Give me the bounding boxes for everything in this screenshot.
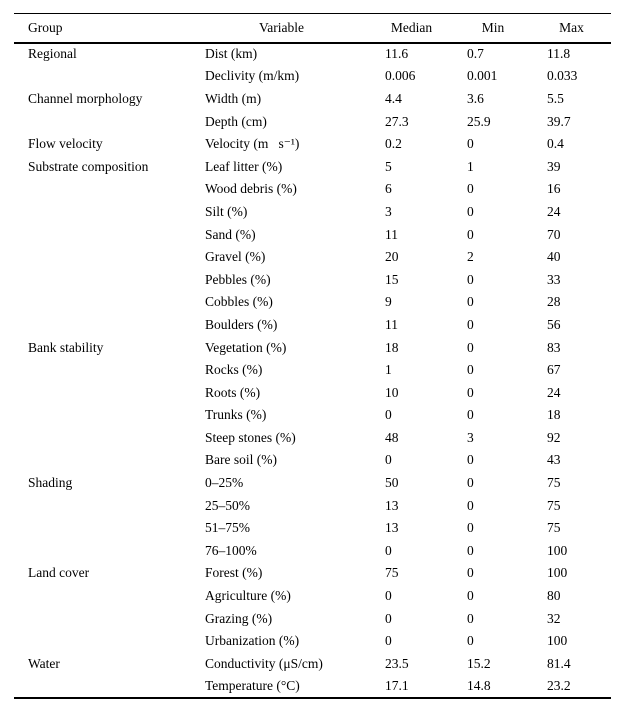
cell-max: 83	[547, 339, 561, 355]
cell-median: 11	[385, 316, 398, 332]
cell-max: 92	[547, 429, 561, 445]
column-header-median: Median	[369, 14, 454, 43]
cell-min: 0	[467, 475, 474, 491]
table-row	[14, 291, 611, 314]
cell-max: 75	[547, 520, 561, 536]
table-row	[14, 540, 611, 563]
cell-variable: Pebbles (%)	[205, 271, 271, 287]
cell-min: 3.6	[467, 90, 484, 106]
cell-max: 100	[547, 633, 568, 649]
cell-max: 40	[547, 249, 561, 265]
column-header-group: Group	[14, 14, 194, 43]
table-row	[14, 155, 611, 178]
cell-min: 3	[467, 429, 474, 445]
cell-variable: 51–75%	[205, 520, 250, 536]
cell-median: 75	[385, 565, 399, 581]
cell-variable: Wood debris (%)	[205, 181, 297, 197]
cell-median: 17.1	[385, 677, 409, 693]
cell-median: 11	[385, 226, 398, 242]
cell-variable: Dist (km)	[205, 46, 258, 62]
cell-group	[14, 291, 194, 314]
cell-max: 18	[547, 407, 561, 423]
table-row	[14, 449, 611, 472]
cell-group: Bank stability	[28, 339, 104, 355]
cell-median: 20	[385, 249, 399, 265]
cell-variable: 0–25%	[205, 475, 244, 491]
cell-min: 0	[467, 520, 474, 536]
table-row	[14, 314, 611, 337]
cell-variable: Leaf litter (%)	[205, 158, 283, 174]
cell-median: 18	[385, 339, 399, 355]
cell-variable: Boulders (%)	[205, 316, 278, 332]
table-row	[14, 268, 611, 291]
cell-max: 43	[547, 452, 561, 468]
cell-group	[14, 427, 194, 450]
table-body	[14, 43, 611, 698]
table-row	[14, 201, 611, 224]
cell-min: 0	[467, 452, 474, 468]
cell-variable: Steep stones (%)	[205, 429, 296, 445]
column-header-max: Max	[532, 14, 611, 43]
cell-min: 0	[467, 384, 474, 400]
cell-min: 0	[467, 203, 474, 219]
cell-variable: 76–100%	[205, 542, 257, 558]
table-row	[14, 133, 611, 156]
cell-min: 0	[467, 633, 474, 649]
cell-max: 81.4	[547, 655, 571, 671]
cell-min: 15.2	[467, 655, 491, 671]
cell-max: 75	[547, 475, 561, 491]
cell-group	[14, 201, 194, 224]
cell-variable: Vegetation (%)	[205, 339, 287, 355]
table-row	[14, 427, 611, 450]
header-row	[14, 14, 611, 43]
cell-min: 0	[467, 588, 474, 604]
cell-variable: Depth (cm)	[205, 113, 267, 129]
cell-max: 39	[547, 158, 561, 174]
cell-variable: Cobbles (%)	[205, 294, 273, 310]
cell-group	[14, 246, 194, 269]
cell-max: 11.8	[547, 46, 571, 62]
cell-variable: Agriculture (%)	[205, 588, 291, 604]
cell-group	[14, 178, 194, 201]
cell-group	[14, 381, 194, 404]
cell-group: Flow velocity	[28, 136, 103, 152]
cell-variable: 25–50%	[205, 497, 250, 513]
table-row	[14, 585, 611, 608]
cell-group	[14, 585, 194, 608]
cell-median: 0	[385, 588, 392, 604]
cell-max: 56	[547, 316, 561, 332]
cell-median: 50	[385, 475, 399, 491]
cell-group	[14, 223, 194, 246]
cell-median: 13	[385, 520, 399, 536]
cell-median: 0	[385, 542, 392, 558]
cell-median: 0	[385, 633, 392, 649]
table-row	[14, 653, 611, 676]
cell-min: 0	[467, 181, 474, 197]
cell-median: 0	[385, 452, 392, 468]
cell-group	[14, 494, 194, 517]
cell-max: 33	[547, 271, 561, 287]
cell-group: Substrate composition	[28, 158, 149, 174]
cell-group	[14, 110, 194, 133]
cell-max: 5.5	[547, 90, 564, 106]
cell-group	[14, 359, 194, 382]
cell-median: 9	[385, 294, 392, 310]
cell-median: 0	[385, 407, 392, 423]
cell-group: Channel morphology	[28, 90, 143, 106]
cell-max: 100	[547, 565, 568, 581]
table-header	[14, 14, 611, 43]
table-row	[14, 404, 611, 427]
cell-median: 10	[385, 384, 399, 400]
cell-max: 75	[547, 497, 561, 513]
table-row	[14, 110, 611, 133]
cell-variable: Trunks (%)	[205, 407, 267, 423]
table-row	[14, 178, 611, 201]
cell-variable: Temperature (°C)	[205, 677, 300, 693]
cell-group	[14, 675, 194, 698]
cell-variable: Conductivity (μS/cm)	[205, 655, 323, 671]
table-row	[14, 381, 611, 404]
table-row	[14, 630, 611, 653]
cell-group	[14, 540, 194, 563]
cell-max: 80	[547, 588, 561, 604]
cell-variable: Bare soil (%)	[205, 452, 277, 468]
cell-variable: Sand (%)	[205, 226, 256, 242]
cell-group: Water	[28, 655, 60, 671]
cell-median: 0.006	[385, 68, 416, 84]
cell-group	[14, 630, 194, 653]
cell-max: 16	[547, 181, 561, 197]
cell-median: 27.3	[385, 113, 409, 129]
cell-max: 32	[547, 610, 561, 626]
cell-group	[14, 314, 194, 337]
cell-min: 0	[467, 271, 474, 287]
cell-median: 15	[385, 271, 399, 287]
column-header-min: Min	[454, 14, 532, 43]
cell-max: 28	[547, 294, 561, 310]
cell-median: 0.2	[385, 136, 402, 152]
cell-max: 23.2	[547, 677, 571, 693]
cell-min: 0	[467, 542, 474, 558]
cell-variable: Width (m)	[205, 90, 262, 106]
cell-median: 13	[385, 497, 399, 513]
cell-max: 70	[547, 226, 561, 242]
cell-max: 39.7	[547, 113, 571, 129]
cell-group: Land cover	[28, 565, 90, 581]
cell-group	[14, 517, 194, 540]
cell-min: 0	[467, 565, 474, 581]
summary-statistics-table	[14, 13, 611, 699]
cell-variable: Velocity (m s⁻¹)	[205, 136, 300, 152]
cell-min: 0	[467, 294, 474, 310]
cell-max: 0.033	[547, 68, 578, 84]
cell-max: 24	[547, 203, 561, 219]
cell-min: 0	[467, 497, 474, 513]
cell-group: Shading	[28, 475, 73, 491]
cell-min: 25.9	[467, 113, 491, 129]
cell-min: 0	[467, 362, 474, 378]
cell-min: 1	[467, 158, 474, 174]
table-row	[14, 494, 611, 517]
cell-variable: Roots (%)	[205, 384, 261, 400]
table-row	[14, 472, 611, 495]
cell-median: 0	[385, 610, 392, 626]
cell-median: 1	[385, 362, 392, 378]
cell-variable: Forest (%)	[205, 565, 263, 581]
cell-min: 0.7	[467, 46, 484, 62]
cell-variable: Silt (%)	[205, 203, 248, 219]
cell-variable: Gravel (%)	[205, 249, 266, 265]
cell-variable: Declivity (m/km)	[205, 68, 300, 84]
cell-min: 14.8	[467, 677, 491, 693]
table-row	[14, 336, 611, 359]
table-row	[14, 562, 611, 585]
cell-min: 0	[467, 339, 474, 355]
cell-group	[14, 449, 194, 472]
table-row	[14, 675, 611, 698]
cell-min: 0	[467, 407, 474, 423]
cell-min: 0.001	[467, 68, 498, 84]
cell-max: 24	[547, 384, 561, 400]
cell-min: 0	[467, 316, 474, 332]
cell-group	[14, 268, 194, 291]
cell-max: 0.4	[547, 136, 564, 152]
cell-group	[14, 607, 194, 630]
cell-median: 4.4	[385, 90, 402, 106]
cell-min: 0	[467, 136, 474, 152]
cell-median: 48	[385, 429, 399, 445]
cell-median: 11.6	[385, 46, 409, 62]
cell-variable: Urbanization (%)	[205, 633, 300, 649]
table-row	[14, 88, 611, 111]
cell-max: 67	[547, 362, 561, 378]
cell-median: 6	[385, 181, 392, 197]
table-row	[14, 43, 611, 66]
table-row	[14, 517, 611, 540]
cell-max: 100	[547, 542, 568, 558]
table-row	[14, 223, 611, 246]
cell-variable: Rocks (%)	[205, 362, 263, 378]
table-row	[14, 65, 611, 88]
cell-group	[14, 404, 194, 427]
cell-group	[14, 65, 194, 88]
cell-min: 2	[467, 249, 474, 265]
table-row	[14, 359, 611, 382]
cell-median: 5	[385, 158, 392, 174]
cell-median: 3	[385, 203, 392, 219]
cell-variable: Grazing (%)	[205, 610, 273, 626]
column-header-variable: Variable	[194, 14, 369, 43]
cell-group: Regional	[28, 46, 77, 62]
cell-min: 0	[467, 610, 474, 626]
table-row	[14, 607, 611, 630]
cell-min: 0	[467, 226, 474, 242]
table-row	[14, 246, 611, 269]
cell-median: 23.5	[385, 655, 409, 671]
